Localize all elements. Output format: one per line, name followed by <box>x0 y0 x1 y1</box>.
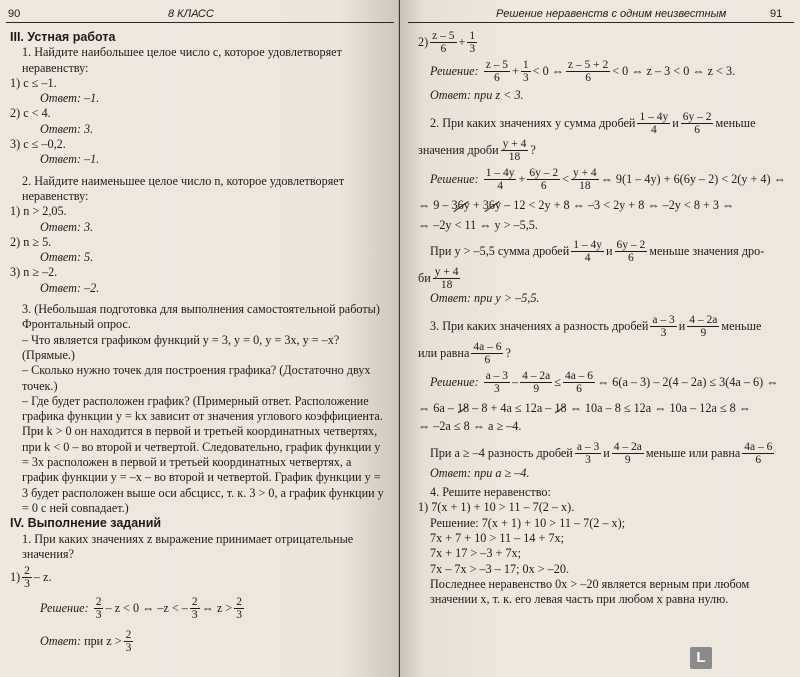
paragraph: – Что является графиком функций y = 3, y = 0, y = 3x, y = –x? (Прямые.) <box>22 332 340 362</box>
math-line: 7x + 17 > –3 + 7x; <box>430 546 522 561</box>
item: 1) c ≤ –1. <box>10 75 57 90</box>
math-line: ⇔ 9 – 36y + 36y – 12 < 2y + 8 ⇔ –3 < 2y + 8 ⇔ –2y < 8 + 3 ⇔ <box>418 198 735 213</box>
math-line <box>10 565 386 590</box>
paragraph: Последнее неравенство 0x > –20 является верным при любом значении x, т. к. его левая часть при любом x равна нулю. <box>430 576 750 607</box>
item-number: 1) <box>10 569 21 584</box>
right-column <box>418 30 794 607</box>
right-page <box>400 0 800 677</box>
section-title: III. Устная работа <box>10 30 116 44</box>
fraction: $\frac{2}{3}$ <box>191 596 198 622</box>
expression: ⇔ z > <box>201 600 233 615</box>
math-line <box>10 629 386 654</box>
question: 3. (Небольшая подготовка для выполнения самостоятельной работы) Фронтальный опрос. <box>22 302 380 332</box>
answer: Ответ: 3. <box>40 219 94 234</box>
header-rule <box>408 22 794 23</box>
math-line <box>10 596 386 621</box>
paragraph: – Где будет расположен график? (Примерный ответ. Расположение графика функции y = kx зависит от значения углового коэффициента. При k > 0 он находится в первой и третьей координатных четвертях, при k < 0 – во второй и четвертой. Следовательно, график функции y = 3x расположен в первой и третьей координатных четвертях, а график функции y = –x – во второй и четвертой. График функции y = 3 будет расположен выше оси абсцисс, т. к. 3 > 0, а график функции y = 0 с ней совпадает.) <box>22 393 384 515</box>
expression: – z. <box>33 569 52 584</box>
answer: Ответ: –2. <box>40 280 100 295</box>
left-running-header: 8 КЛАСС <box>168 8 214 20</box>
left-column <box>10 30 386 654</box>
item: 3) n ≥ –2. <box>10 265 58 280</box>
math-line: Решение: $\frac{z - 5}{6}$ + $\frac{1}{3}$ < 0 ⇔ $\frac{z - 5 + 2}{6}$ < 0 ⇔ z – 3 < 0 ⇔ z < 3. <box>430 59 736 84</box>
fraction: $\frac{2}{3}$ <box>24 565 30 591</box>
math-line: Решение: 7(x + 1) + 10 > 11 – 7(2 – x); <box>430 515 626 530</box>
right-page-number: 91 <box>770 8 783 20</box>
question: 3. При каких значениях a разность дробей $\frac{a - 3}{3}$ и $\frac{4 - 2a}{9}$ меньше <box>430 314 762 340</box>
item: 1) 7(x + 1) + 10 > 11 – 7(2 – x). <box>418 500 575 515</box>
answer: Ответ: –1. <box>40 91 100 106</box>
item: 2) c < 4. <box>10 106 51 121</box>
answer-label: Ответ: <box>40 633 82 648</box>
fraction: $\frac{2}{3}$ <box>95 596 102 622</box>
left-page-number: 90 <box>8 8 21 20</box>
question: 1. Найдите наибольшее целое число c, которое удовлетворяет неравенству: <box>22 45 342 75</box>
question: 2. Найдите наименьшее целое число n, которое удовлетворяет неравенству: <box>22 173 345 203</box>
math-line: би $\frac{y + 4}{18}$ <box>418 265 459 291</box>
math-line: 7x – 7x > –3 – 17; 0x > –20. <box>430 561 570 576</box>
math-line: 2) $\frac{z - 5}{6}$ + $\frac{1}{3}$ <box>418 30 476 55</box>
answer: Ответ: при z < 3. <box>430 88 524 102</box>
paragraph: – Сколько нужно точек для построения графика? (Достаточно двух точек.) <box>22 363 371 393</box>
question: или равна $\frac{4a - 6}{6}$ ? <box>418 341 511 367</box>
math-line: 7x + 7 + 10 > 11 – 14 + 7x; <box>430 530 565 545</box>
left-page <box>0 0 399 677</box>
answer: Ответ: при y > –5,5. <box>430 290 540 305</box>
right-running-header: Решение неравенств с одним неизвестным <box>496 8 727 20</box>
header-rule <box>6 22 394 23</box>
fraction: $\frac{2}{3}$ <box>125 629 132 655</box>
item: 2) n ≥ 5. <box>10 234 52 249</box>
question: 1. При каких значениях z выражение принимает отрицательные значения? <box>22 531 354 561</box>
item: 3) c ≤ –0,2. <box>10 137 66 152</box>
solution-label: Решение: <box>40 600 89 615</box>
question: 2. При каких значениях y сумма дробей $\frac{1 - 4y}{4}$ и $\frac{6y - 2}{6}$ меньше <box>430 111 756 137</box>
math-line: Решение: $\frac{a - 3}{3}$ – $\frac{4 - 2a}{9}$ ≤ $\frac{4a - 6}{6}$ ⇔ 6(a – 3) – 2(4 – 2a) ≤ 3(4a – 6) ⇔ <box>430 370 779 396</box>
fraction: $\frac{2}{3}$ <box>236 596 242 622</box>
question: значения дроби $\frac{y + 4}{18}$ ? <box>418 138 536 164</box>
answer: Ответ: 5. <box>40 250 94 265</box>
math-line: При y > –5,5 сумма дробей $\frac{1 - 4y}{4}$ и $\frac{6y - 2}{6}$ меньше значения дро- <box>430 238 765 264</box>
watermark-logo: L <box>690 647 712 669</box>
math-line: ⇔ 6a – 18 – 8 + 4a ≤ 12a – 18 ⇔ 10a – 8 ≤ 12a ⇔ 10a – 12a ≤ 8 ⇔ <box>418 401 751 416</box>
answer: Ответ: при a ≥ –4. <box>430 465 530 480</box>
math-line: ⇔ –2y < 11 ⇔ y > –5,5. <box>418 217 538 232</box>
answer: Ответ: –1. <box>40 152 100 167</box>
math-line: ⇔ –2a ≤ 8 ⇔ a ≥ –4. <box>418 419 522 434</box>
expression: при z > <box>84 633 122 648</box>
answer: Ответ: 3. <box>40 121 94 136</box>
item: 1) n > 2,05. <box>10 204 67 219</box>
section-title: IV. Выполнение заданий <box>10 516 162 531</box>
question: 4. Решите неравенство: <box>430 485 551 500</box>
expression: – z < 0 ⇔ –z < – <box>105 600 188 615</box>
math-line: При a ≥ –4 разность дробей $\frac{a - 3}{3}$ и $\frac{4 - 2a}{9}$ меньше или равна $\frac{4a - 6}{6}$ <box>430 440 773 466</box>
math-line: Решение: $\frac{1 - 4y}{4}$ + $\frac{6y - 2}{6}$ < $\frac{y + 4}{18}$ ⇔ 9(1 – 4y) + 6(6y – 2) < 2(y + 4) ⇔ <box>430 167 786 193</box>
